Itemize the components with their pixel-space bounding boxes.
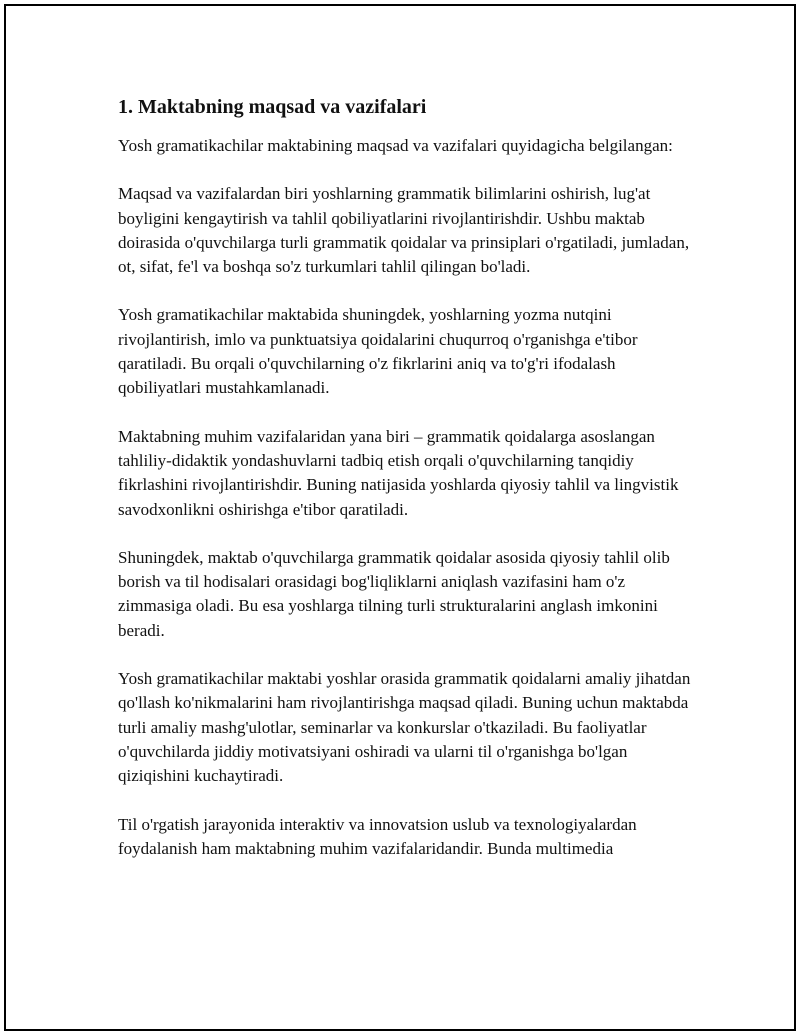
paragraph-comparative-analysis: Shuningdek, maktab o'quvchilarga grammatik qoidalar asosida qiyosiy tahlil olib borish va til hodisalari orasidagi bog'liqliklarni aniqlash vazifasini ham o'z zimmasiga oladi. Bu esa yoshlarga tilning turli strukturalarini anglash imkonini beradi.	[118, 547, 670, 640]
paragraph-goals: Maqsad va vazifalardan biri yoshlarning grammatik bilimlarini oshirish, lug'at boyligini kengaytirish va tahlil qobiliyatlarini rivojlantirishdir. Ushbu maktab doirasida o'quvchilarga turli grammatik qoidalar va prinsiplari o'rgatiladi, jumladan, ot, sifat, fe'l va boshqa so'z turkumlari tahlil qilingan bo'ladi.	[118, 184, 690, 277]
paragraph-writing: Yosh gramatikachilar maktabida shuningdek, yoshlarning yozma nutqini rivojlantirish, imlo va punktuatsiya qoidalarini chuqurroq o'rganishga e'tibor qaratiladi. Bu orqali o'quvchilarning o'z fikrlarini aniq va to'g'ri ifodalash qobiliyatlari mustahkamlanadi.	[118, 305, 638, 398]
paragraph-critical-thinking: Maktabning muhim vazifalaridan yana biri – grammatik qoidalarga asoslangan tahliliy-didaktik yondashuvlarni tadbiq etish orqali o'quvchilarning tanqidiy fikrlashini rivojlantirishdir. Buning natijasida yoshlarda qiyosiy tahlil va lingvistik savodxonlikni oshirishga e'tibor qaratiladi.	[118, 426, 679, 519]
document-body	[118, 94, 698, 885]
paragraph-intro: Yosh gramatikachilar maktabining maqsad va vazifalari quyidagicha belgilangan:	[118, 136, 673, 155]
section-heading: 1. Maktabning maqsad va vazifalari	[118, 96, 427, 118]
paragraph-practical-skills: Yosh gramatikachilar maktabi yoshlar orasida grammatik qoidalarni amaliy jihatdan qo'llash ko'nikmalarini ham rivojlantirishga maqsad qiladi. Buning uchun maktabda turli amaliy mashg'ulotlar, seminarlar va konkurslar o'tkaziladi. Bu faoliyatlar o'quvchilarda jiddiy motivatsiyani oshiradi va ularni til o'rganishga bo'lgan qiziqishini kuchaytiradi.	[118, 669, 691, 786]
paragraph-interactive-methods: Til o'rgatish jarayonida interaktiv va innovatsion uslub va texnologiyalardan foydalanish ham maktabning muhim vazifalaridandir. Bunda multimedia	[118, 814, 637, 858]
